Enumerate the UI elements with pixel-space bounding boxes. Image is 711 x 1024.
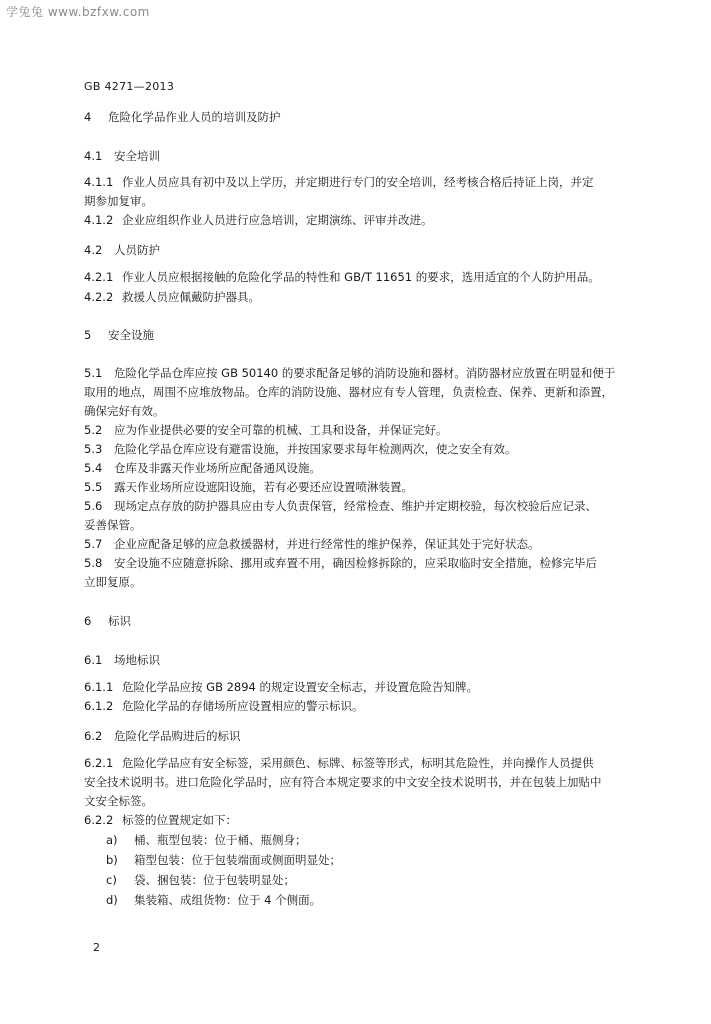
clause-5-4 <box>84 461 321 475</box>
section-number: 4.2 <box>84 243 103 257</box>
clause-text: 作业人员应根据接触的危险化学品的特性和 GB/T 11651 的要求，选用适宜的个人防护用品。 <box>122 270 600 284</box>
list-item-label: a) <box>106 833 118 847</box>
clause-text: 危险化学品应有安全标签，采用颜色、标牌、标签等形式，标明其危险性，并向操作人员提供 <box>122 756 594 770</box>
section-title: 标识 <box>108 614 131 628</box>
section-title: 安全培训 <box>114 149 160 163</box>
section-number: 5 <box>84 328 92 342</box>
clause-text: 危险化学品仓库应设有避雷设施，并按国家要求每年检测两次，使之安全有效。 <box>114 442 517 456</box>
subsection-heading-4-1 <box>84 149 160 163</box>
clause-5-6 <box>84 499 597 513</box>
standard-code-header: GB 4271—2013 <box>84 80 175 93</box>
clause-4-1-2 <box>84 213 433 227</box>
clause-6-2-1-continued-2: 文安全标签。 <box>84 794 153 808</box>
section-title: 危险化学品作业人员的培训及防护 <box>108 110 281 124</box>
clause-6-1-2 <box>84 699 364 713</box>
clause-number: 5.2 <box>84 423 103 437</box>
clause-number: 5.6 <box>84 499 103 513</box>
section-title: 安全设施 <box>108 328 154 342</box>
clause-number: 5.8 <box>84 556 103 570</box>
clause-5-5 <box>84 480 413 494</box>
clause-4-2-2 <box>84 290 260 304</box>
section-number: 6 <box>84 614 92 628</box>
section-number: 6.2 <box>84 729 103 743</box>
clause-5-7 <box>84 537 540 551</box>
clause-6-2-1-continued-1: 安全技术说明书。进口危险化学品时，应有符合本规定要求的中文安全技术说明书，并在包装上加贴中 <box>84 775 602 789</box>
subsection-heading-6-2 <box>84 729 241 743</box>
page-number: 2 <box>93 941 100 954</box>
clause-5-8-continued: 立即复原。 <box>84 575 142 589</box>
clause-number: 6.1.1 <box>84 680 114 694</box>
list-item <box>106 833 307 847</box>
clause-5-1-continued-1: 取用的地点，周围不应堆放物品。仓库的消防设施、器材应有专人管理，负责检查、保养、更新和添置， <box>84 385 613 399</box>
clause-5-2 <box>84 423 448 437</box>
clause-text: 企业应组织作业人员进行应急培训，定期演练、评审并改进。 <box>122 213 433 227</box>
clause-5-1 <box>84 366 615 380</box>
section-heading-6 <box>84 614 131 628</box>
clause-4-1-1-continued: 期参加复审。 <box>84 194 153 208</box>
clause-6-1-1 <box>84 680 478 694</box>
list-item-text: 箱型包装：位于包装端面或侧面明显处； <box>134 853 341 867</box>
clause-text: 安全设施不应随意拆除、挪用或弃置不用，确因检修拆除的，应采取临时安全措施，检修完毕后 <box>114 556 597 570</box>
clause-5-8 <box>84 556 597 570</box>
section-title: 危险化学品购进后的标识 <box>114 729 241 743</box>
clause-5-6-continued: 妥善保管。 <box>84 518 142 532</box>
list-item <box>106 893 321 907</box>
clause-6-2-2 <box>84 813 237 827</box>
section-number: 4.1 <box>84 149 103 163</box>
clause-text: 标签的位置规定如下： <box>122 813 237 827</box>
clause-text: 危险化学品仓库应按 GB 50140 的要求配备足够的消防设施和器材。消防器材应放置在明显和便于 <box>114 366 616 380</box>
list-item-label: b) <box>106 853 118 867</box>
clause-text: 作业人员应具有初中及以上学历，并定期进行专门的安全培训，经考核合格后持证上岗，并定 <box>122 175 594 189</box>
clause-number: 4.2.2 <box>84 290 114 304</box>
section-title: 人员防护 <box>114 243 160 257</box>
list-item-text: 袋、捆包装：位于包装明显处； <box>134 873 295 887</box>
clause-number: 5.1 <box>84 366 103 380</box>
clause-number: 6.1.2 <box>84 699 114 713</box>
site-watermark: 学兔兔 www.bzfxw.com <box>6 5 150 19</box>
section-number: 6.1 <box>84 653 103 667</box>
clause-text: 救援人员应佩戴防护器具。 <box>122 290 260 304</box>
list-item-label: c) <box>106 873 117 887</box>
section-title: 场地标识 <box>114 653 160 667</box>
clause-5-3 <box>84 442 517 456</box>
section-number: 4 <box>84 110 92 124</box>
list-item-text: 集装箱、成组货物：位于 4 个侧面。 <box>134 893 322 907</box>
clause-5-1-continued-2: 确保完好有效。 <box>84 404 165 418</box>
clause-number: 6.2.1 <box>84 756 114 770</box>
clause-text: 露天作业场所应设遮阳设施，若有必要还应设置喷淋装置。 <box>114 480 413 494</box>
clause-number: 4.2.1 <box>84 270 114 284</box>
clause-text: 仓库及非露天作业场所应配备通风设施。 <box>114 461 321 475</box>
list-item-label: d) <box>106 893 118 907</box>
clause-6-2-1 <box>84 756 594 770</box>
clause-text: 企业应配备足够的应急救援器材，并进行经常性的维护保养，保证其处于完好状态。 <box>114 537 540 551</box>
clause-text: 现场定点存放的防护器具应由专人负责保管，经常检查、维护并定期校验，每次校验后应记录、 <box>114 499 597 513</box>
clause-4-1-1 <box>84 175 594 189</box>
clause-number: 6.2.2 <box>84 813 114 827</box>
section-heading-4 <box>84 110 281 124</box>
clause-number: 5.4 <box>84 461 103 475</box>
list-item <box>106 853 341 867</box>
clause-text: 危险化学品应按 GB 2894 的规定设置安全标志，并设置危险告知牌。 <box>122 680 479 694</box>
clause-number: 5.7 <box>84 537 103 551</box>
clause-number: 4.1.2 <box>84 213 114 227</box>
clause-number: 5.5 <box>84 480 103 494</box>
clause-number: 5.3 <box>84 442 103 456</box>
clause-text: 应为作业提供必要的安全可靠的机械、工具和设备，并保证完好。 <box>114 423 448 437</box>
subsection-heading-4-2 <box>84 243 160 257</box>
subsection-heading-6-1 <box>84 653 160 667</box>
clause-4-2-1 <box>84 270 600 284</box>
section-heading-5 <box>84 328 154 342</box>
list-item <box>106 873 295 887</box>
clause-text: 危险化学品的存储场所应设置相应的警示标识。 <box>122 699 364 713</box>
clause-number: 4.1.1 <box>84 175 114 189</box>
list-item-text: 桶、瓶型包装：位于桶、瓶侧身； <box>134 833 307 847</box>
